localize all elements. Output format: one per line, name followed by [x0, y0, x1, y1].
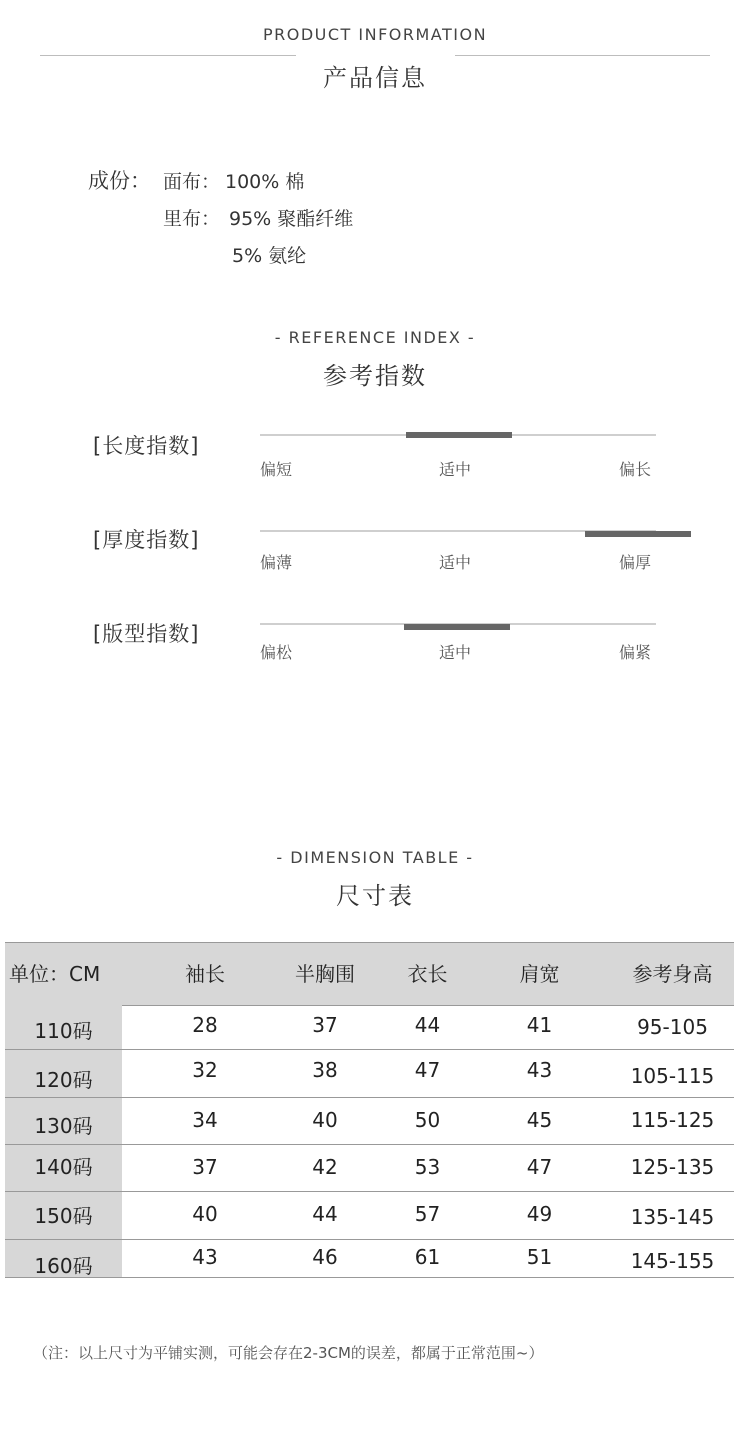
fit-index-left: 偏松 [260, 643, 293, 662]
product-info-title-en: PRODUCT INFORMATION [262, 25, 488, 44]
fit-index-right: 偏紧 [619, 643, 652, 662]
length-index-left: 偏短 [260, 460, 293, 479]
table-cell: 38 [312, 1058, 338, 1082]
table-cell: 115-125 [630, 1108, 715, 1132]
length-index-label: [长度指数] [93, 434, 200, 458]
size-cell: 140码 [34, 1155, 93, 1179]
table-cell: 37 [312, 1013, 338, 1037]
size-cell: 160码 [34, 1254, 93, 1278]
thickness-index-mid: 适中 [439, 553, 472, 572]
size-cell: 110码 [34, 1019, 93, 1043]
header-shoulder: 肩宽 [519, 962, 560, 986]
table-cell: 43 [526, 1058, 553, 1082]
header-sleeve: 袖长 [185, 962, 225, 986]
size-table-header [5, 942, 734, 1006]
header-half-chest: 半胸围 [295, 962, 355, 986]
lining-fabric-value-2: 5% 氨纶 [232, 245, 307, 267]
length-index-mid: 适中 [439, 460, 472, 479]
shell-fabric-value: 100% 棉 [225, 171, 305, 193]
table-cell: 49 [526, 1202, 553, 1226]
measurement-note: （注：以上尺寸为平铺实测，可能会存在2-3CM的误差，都属于正常范围~） [33, 1344, 544, 1362]
table-cell: 57 [414, 1202, 441, 1226]
table-cell: 41 [526, 1013, 553, 1037]
reference-index-title-cn: 参考指数 [323, 362, 427, 390]
thickness-index-left: 偏薄 [260, 553, 293, 572]
table-cell: 40 [192, 1202, 218, 1226]
fit-index-label: [版型指数] [93, 622, 200, 646]
table-cell: 95-105 [637, 1015, 708, 1039]
fit-index-marker [404, 624, 510, 630]
table-cell: 125-135 [630, 1155, 715, 1179]
table-cell: 53 [414, 1155, 441, 1179]
header-length: 衣长 [407, 962, 448, 986]
reference-index-title-en: - REFERENCE INDEX - [274, 328, 476, 347]
table-cell: 47 [414, 1058, 441, 1082]
table-row [5, 1192, 734, 1240]
table-cell: 44 [312, 1202, 338, 1226]
table-cell: 50 [414, 1108, 441, 1132]
header-height: 参考身高 [632, 962, 713, 986]
product-info-title-cn: 产品信息 [323, 64, 427, 92]
table-cell: 43 [192, 1245, 218, 1269]
length-index-right: 偏长 [619, 460, 652, 479]
table-cell: 47 [526, 1155, 553, 1179]
table-cell: 105-115 [630, 1064, 715, 1088]
table-row [5, 1098, 734, 1145]
thickness-index-marker [585, 531, 691, 537]
table-cell: 44 [414, 1013, 441, 1037]
divider-right [455, 55, 710, 56]
size-cell: 120码 [34, 1068, 93, 1092]
dimension-table-title-cn: 尺寸表 [336, 882, 414, 910]
thickness-index-right: 偏厚 [619, 553, 652, 572]
table-cell: 135-145 [630, 1205, 715, 1229]
size-cell: 150码 [34, 1204, 93, 1228]
header-unit: 单位：CM [9, 962, 101, 986]
table-cell: 61 [414, 1245, 441, 1269]
dimension-table-title-en: - DIMENSION TABLE - [276, 848, 474, 867]
thickness-index-label: [厚度指数] [93, 528, 200, 552]
length-index-marker [406, 432, 512, 438]
lining-fabric-label: 里布： [163, 208, 221, 230]
table-row [5, 1005, 734, 1050]
table-cell: 34 [192, 1108, 218, 1132]
table-row [5, 1145, 734, 1192]
table-cell: 51 [526, 1245, 553, 1269]
table-row [5, 1050, 734, 1098]
table-cell: 37 [192, 1155, 218, 1179]
divider-left [40, 55, 296, 56]
table-cell: 40 [312, 1108, 338, 1132]
lining-fabric-value-1: 95% 聚酯纤维 [229, 208, 354, 230]
table-cell: 32 [192, 1058, 218, 1082]
size-cell: 130码 [34, 1114, 93, 1138]
fit-index-mid: 适中 [439, 643, 472, 662]
table-cell: 28 [192, 1013, 218, 1037]
composition-label: 成份： [88, 169, 151, 193]
table-cell: 45 [526, 1108, 553, 1132]
table-row [5, 1240, 734, 1278]
table-cell: 42 [312, 1155, 338, 1179]
shell-fabric-label: 面布： [163, 171, 221, 193]
table-cell: 46 [312, 1245, 338, 1269]
table-cell: 145-155 [630, 1249, 715, 1273]
